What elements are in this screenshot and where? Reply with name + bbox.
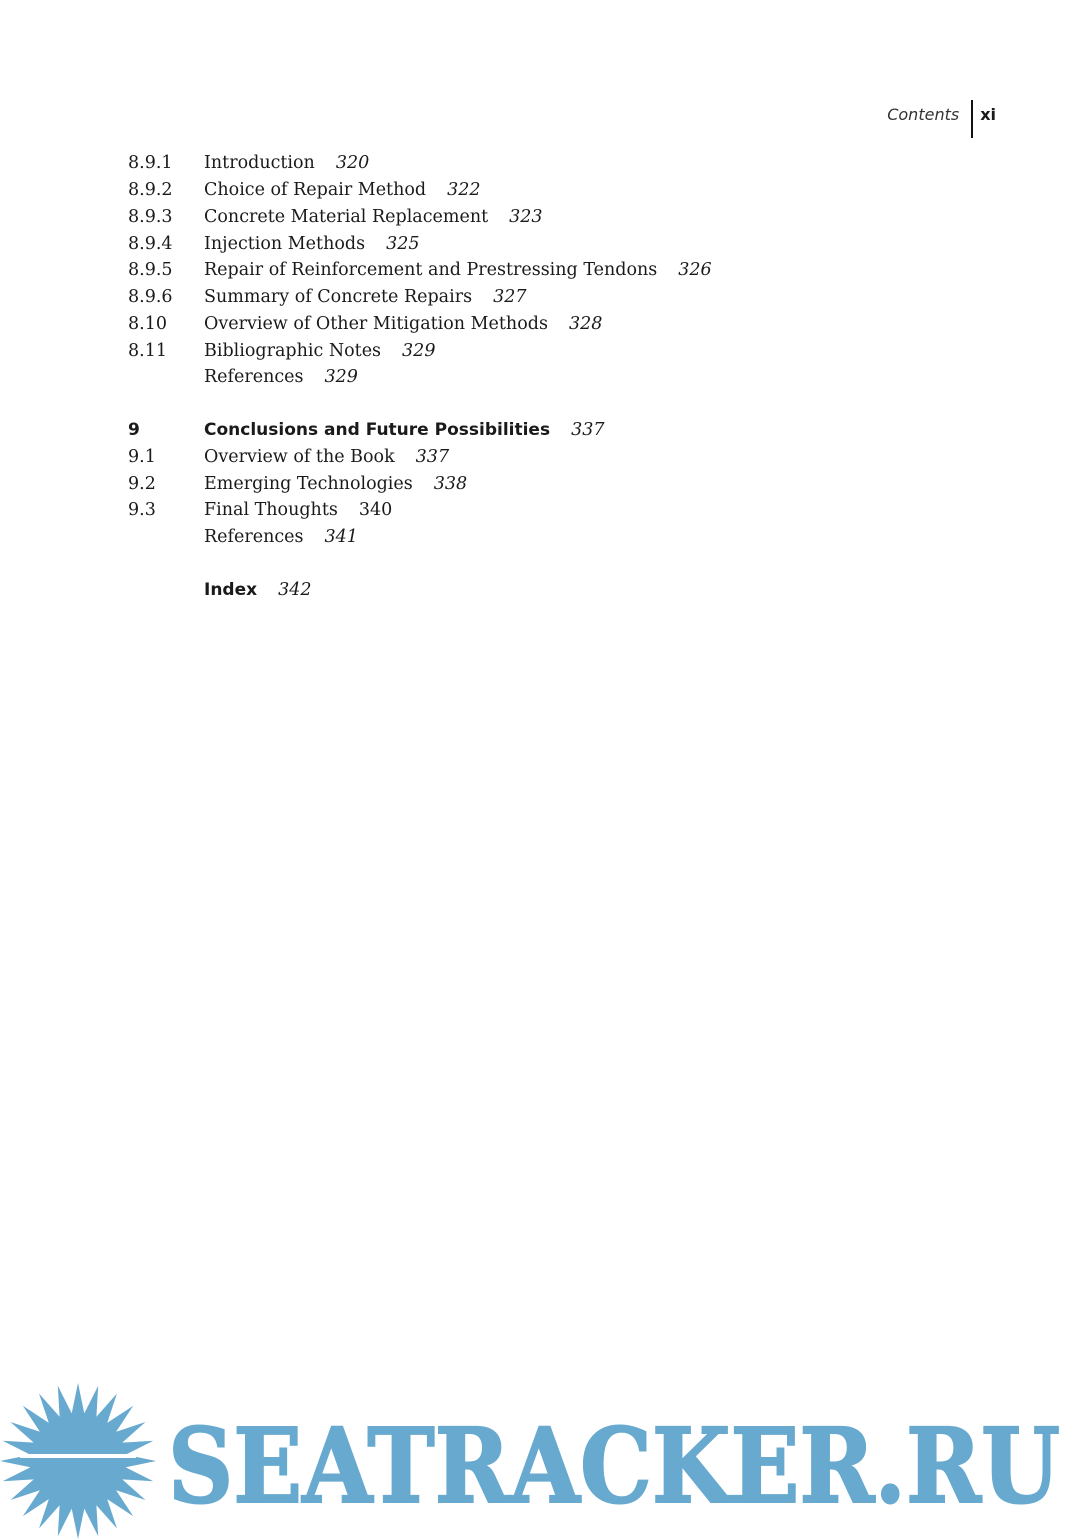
- toc-index-title: Index: [204, 579, 258, 600]
- toc-entry-number: 9.2: [128, 473, 156, 494]
- toc-entry-title: Overview of Other Mitigation Methods: [204, 313, 548, 334]
- toc-entry-title: Concrete Material Replacement: [204, 206, 489, 227]
- table-of-contents: [128, 150, 988, 603]
- toc-entry[interactable]: [128, 497, 988, 524]
- toc-chapter-title: Conclusions and Future Possibilities: [204, 420, 551, 441]
- toc-entry-references[interactable]: [128, 524, 988, 551]
- toc-entry-title: Summary of Concrete Repairs: [204, 287, 473, 308]
- toc-entry[interactable]: [128, 150, 988, 177]
- watermark-text: SEATRACKER.RU: [168, 1406, 1060, 1527]
- toc-entry-number: 9.3: [128, 500, 156, 521]
- toc-entry-number: 9.1: [128, 446, 156, 467]
- toc-entry-page: 329: [402, 340, 436, 361]
- toc-chapter-number: 9: [128, 420, 140, 441]
- toc-entry-references[interactable]: [128, 364, 988, 391]
- toc-entry-number: 8.11: [128, 340, 167, 361]
- toc-entry[interactable]: [128, 470, 988, 497]
- toc-entry-page: 328: [568, 313, 603, 334]
- toc-entry-number: 8.9.3: [128, 206, 173, 227]
- toc-entry-title: Final Thoughts: [204, 500, 338, 521]
- toc-entry[interactable]: [128, 230, 988, 257]
- toc-entry-page: 323: [509, 206, 543, 227]
- toc-entry[interactable]: [128, 311, 988, 338]
- toc-entry-page: 341: [324, 527, 358, 548]
- running-head: [887, 100, 996, 138]
- toc-entry-title: Repair of Reinforcement and Prestressing Tendons: [204, 260, 658, 281]
- toc-entry-page: 327: [493, 287, 527, 308]
- sunburst-icon: [0, 1383, 156, 1539]
- toc-entry-title: Introduction: [204, 153, 315, 174]
- toc-entry-page: 322: [447, 180, 481, 201]
- toc-entry-title: Bibliographic Notes: [204, 340, 382, 361]
- toc-index-page: 342: [278, 579, 312, 600]
- toc-entry[interactable]: [128, 177, 988, 204]
- toc-entry-page: 340: [358, 500, 393, 521]
- toc-chapter-page: 337: [571, 420, 605, 441]
- toc-entry-number: 8.9.1: [128, 153, 173, 174]
- toc-entry-title: References: [204, 367, 304, 388]
- toc-entry-title: Choice of Repair Method: [204, 180, 427, 201]
- toc-entry[interactable]: [128, 204, 988, 231]
- toc-entry-number: 8.9.2: [128, 180, 173, 201]
- toc-entry-page: 325: [386, 233, 420, 254]
- toc-entry-number: 8.10: [128, 313, 167, 334]
- page-number: xi: [980, 105, 996, 124]
- toc-entry[interactable]: [128, 284, 988, 311]
- toc-entry-number: 8.9.5: [128, 260, 173, 281]
- toc-index[interactable]: [128, 577, 988, 604]
- toc-entry-title: Overview of the Book: [204, 446, 395, 467]
- toc-entry-title: References: [204, 527, 304, 548]
- toc-entry-number: 8.9.6: [128, 287, 173, 308]
- toc-entry-title: Injection Methods: [204, 233, 366, 254]
- section-gap: [128, 551, 988, 577]
- toc-entry-number: 8.9.4: [128, 233, 173, 254]
- toc-entry-page: 329: [324, 367, 358, 388]
- toc-entry[interactable]: [128, 444, 988, 471]
- toc-entry-page: 326: [678, 260, 712, 281]
- toc-entry-page: 320: [335, 153, 370, 174]
- toc-chapter-9[interactable]: [128, 417, 988, 444]
- toc-entry[interactable]: [128, 257, 988, 284]
- toc-entry-page: 337: [415, 446, 450, 467]
- watermark: [0, 1380, 1080, 1539]
- watermark-graphic: [0, 1380, 1080, 1539]
- toc-entry-title: Emerging Technologies: [204, 473, 413, 494]
- toc-entry[interactable]: [128, 337, 988, 364]
- toc-entry-page: 338: [433, 473, 468, 494]
- running-head-title: Contents: [887, 105, 960, 124]
- section-gap: [128, 391, 988, 417]
